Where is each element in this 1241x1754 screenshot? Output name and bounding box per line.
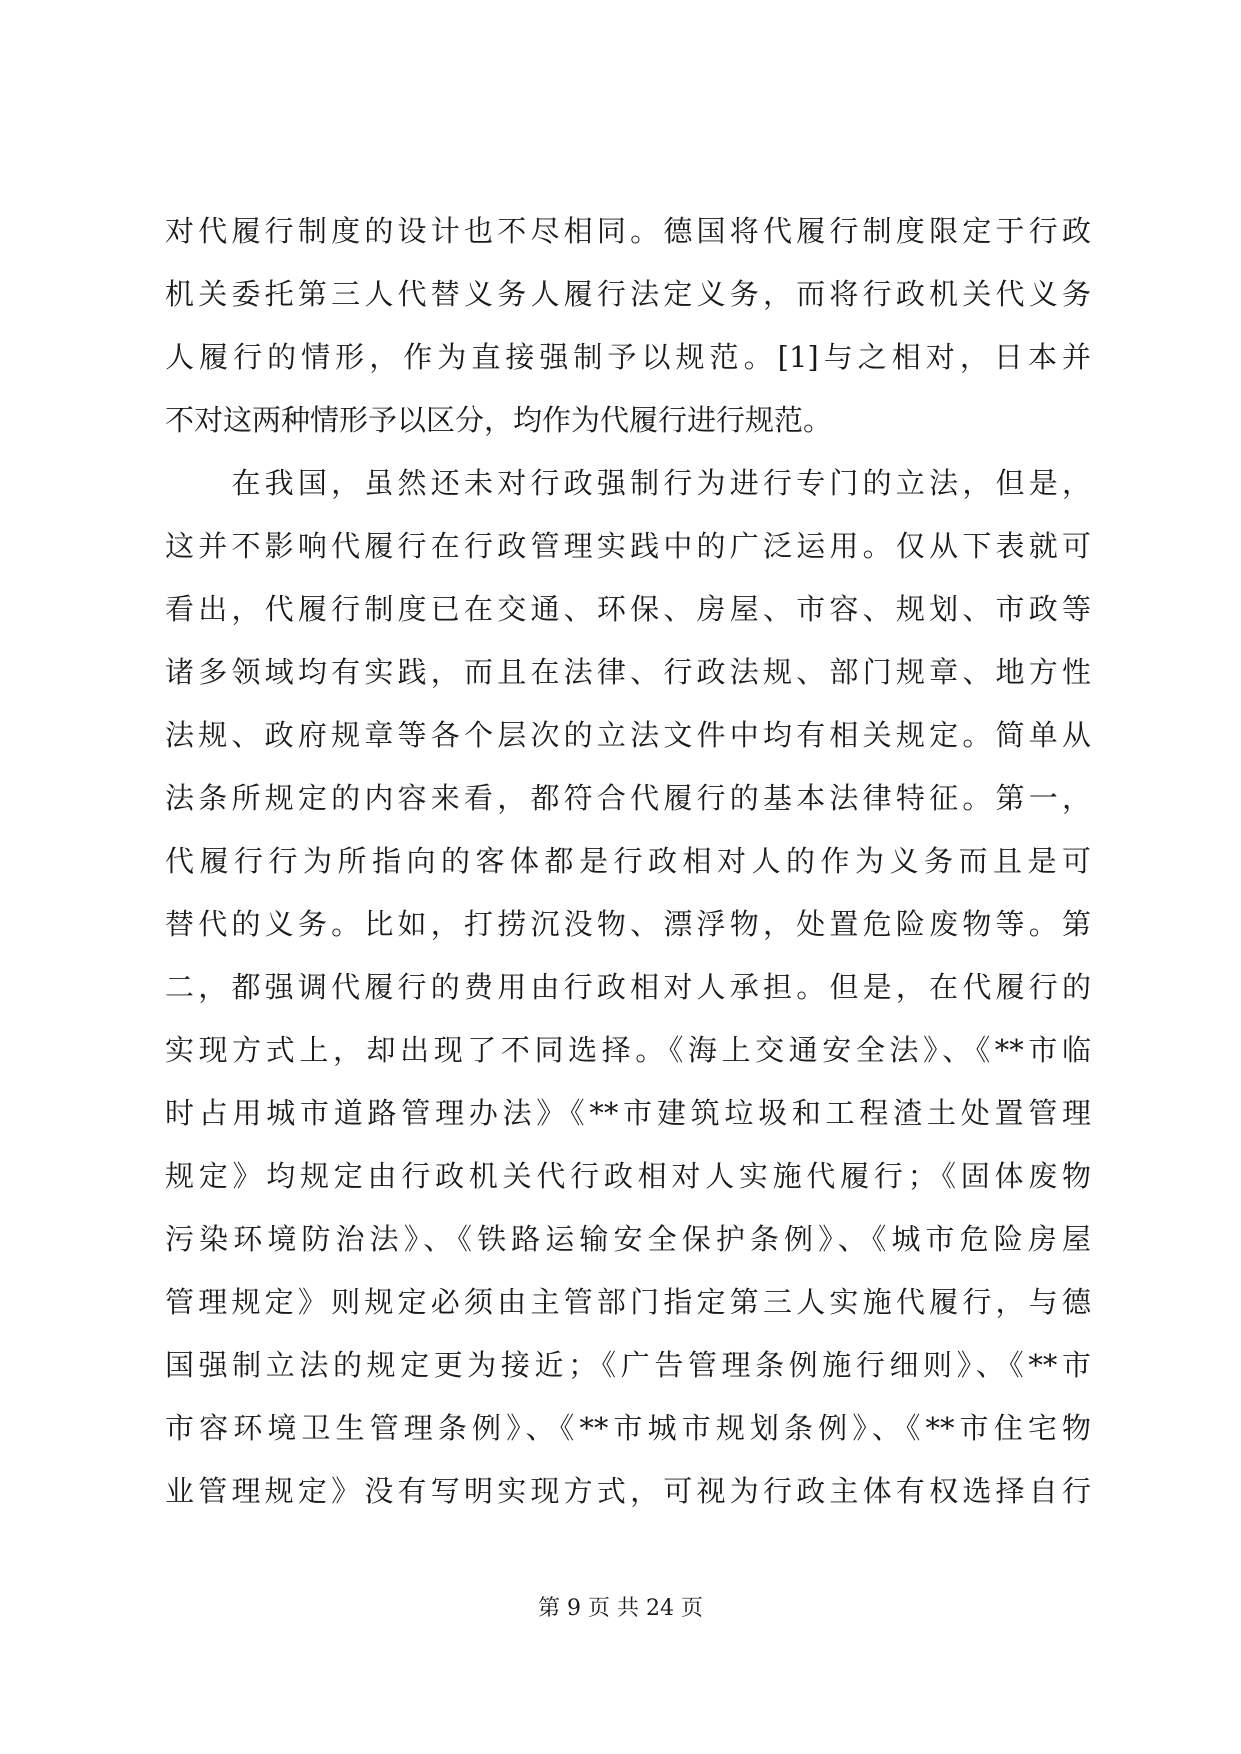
text-line: 在我国，虽然还未对行政强制行为进行专门的立法，但是， <box>165 466 1091 500</box>
text-line: 法规、政府规章等各个层次的立法文件中均有相关规定。简单从 <box>165 718 1091 752</box>
text-line: 机关委托第三人代替义务人履行法定义务，而将行政机关代义务 <box>165 277 1091 311</box>
text-line: 代履行行为所指向的客体都是行政相对人的作为义务而且是可 <box>165 844 1091 878</box>
text-line: 二，都强调代履行的费用由行政相对人承担。但是，在代履行的 <box>165 970 1091 1004</box>
text-line: 管理规定》则规定必须由主管部门指定第三人实施代履行，与德 <box>165 1285 1091 1319</box>
text-line: 对代履行制度的设计也不尽相同。德国将代履行制度限定于行政 <box>165 214 1091 248</box>
text-line: 诸多领域均有实践，而且在法律、行政法规、部门规章、地方性 <box>165 655 1091 689</box>
text-line: 看出，代履行制度已在交通、环保、房屋、市容、规划、市政等 <box>165 592 1091 626</box>
text-line: 法条所规定的内容来看，都符合代履行的基本法律特征。第一， <box>165 781 1091 815</box>
text-line: 业管理规定》没有写明实现方式，可视为行政主体有权选择自行 <box>165 1474 1091 1508</box>
text-line: 这并不影响代履行在行政管理实践中的广泛运用。仅从下表就可 <box>165 529 1091 563</box>
text-line: 污染环境防治法》、《铁路运输安全保护条例》、《城市危险房屋 <box>165 1222 1091 1256</box>
text-line: 不对这两种情形予以区分，均作为代履行进行规范。 <box>165 403 833 437</box>
text-line: 规定》均规定由行政机关代行政相对人实施代履行；《固体废物 <box>165 1159 1091 1193</box>
text-line: 实现方式上，却出现了不同选择。《海上交通安全法》、《**市临 <box>165 1033 1091 1067</box>
body-text <box>165 200 1091 1523</box>
text-line: 替代的义务。比如，打捞沉没物、漂浮物，处置危险废物等。第 <box>165 907 1091 941</box>
text-line: 市容环境卫生管理条例》、《**市城市规划条例》、《**市住宅物 <box>165 1411 1091 1445</box>
text-line: 人履行的情形，作为直接强制予以规范。[1]与之相对，日本并 <box>165 340 1091 374</box>
page-number-footer: 第 9 页 共 24 页 <box>538 1596 703 1621</box>
text-line: 时占用城市道路管理办法》《**市建筑垃圾和工程渣土处置管理 <box>165 1096 1091 1130</box>
text-line: 国强制立法的规定更为接近；《广告管理条例施行细则》、《**市 <box>165 1348 1091 1382</box>
